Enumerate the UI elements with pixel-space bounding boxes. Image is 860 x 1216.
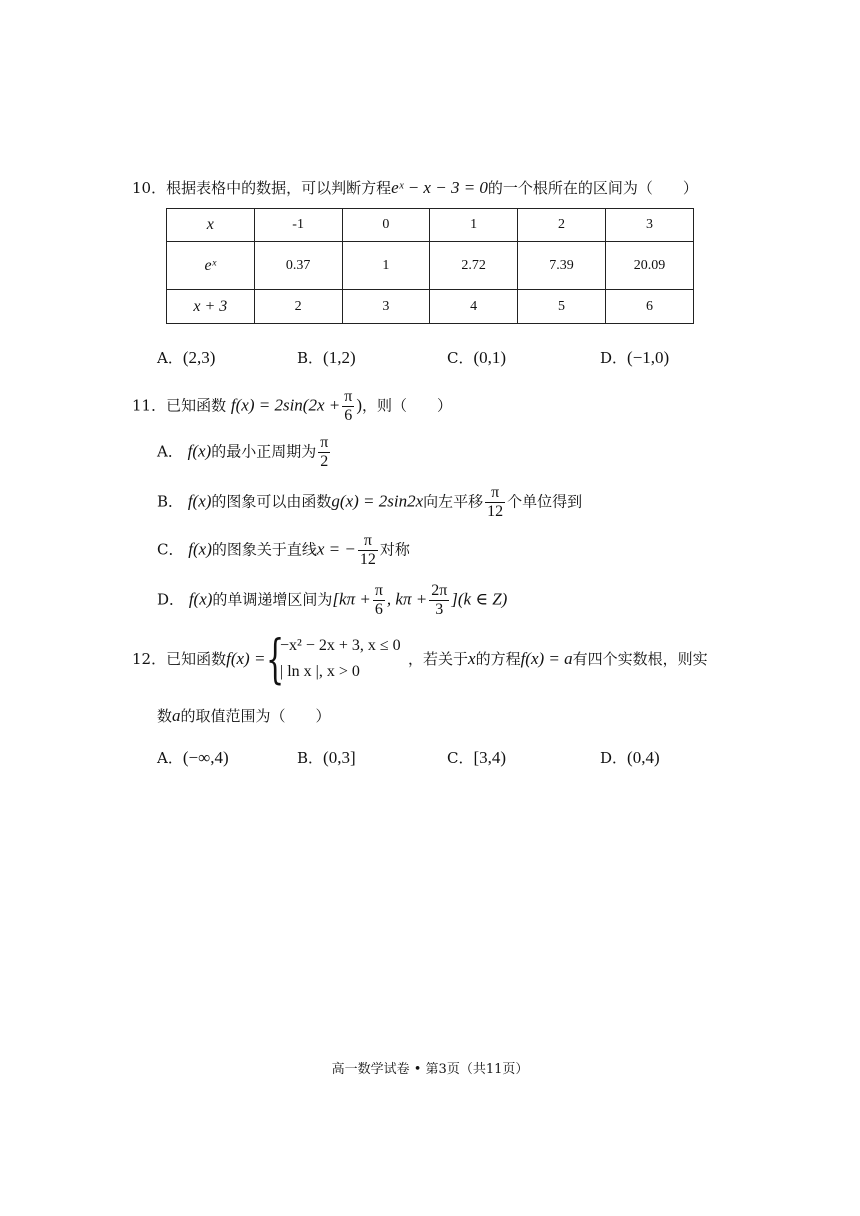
question-number: 11．: [132, 396, 167, 415]
table-cell: 4: [430, 290, 518, 324]
question-11-stem: 11．已知函数 f(x) = 2sin(2x + $\frac{\pi}{6}$ )，则（ ）: [132, 388, 452, 424]
table-cell: 7.39: [518, 242, 606, 290]
option-d[interactable]: D． f(x)的单调递增区间为[kπ + $\frac{\pi}{6}$ , kπ + $\frac{2\pi}{3}$ ](k ∈ Z): [157, 582, 508, 618]
fraction: $\frac{\pi}{12}$: [487, 484, 504, 520]
row-header-ex: eˣ: [167, 242, 255, 290]
stem-text: ，则（ ）: [361, 396, 452, 415]
table-row: [167, 209, 694, 242]
table-cell: 20.09: [605, 242, 693, 290]
question-12-stem-rest: ，若关于x的方程f(x) = a有四个实数根，则实: [408, 649, 708, 668]
table-row: [167, 242, 694, 290]
table-cell: 3: [605, 209, 693, 242]
question-12-options: [157, 746, 717, 770]
question-12-stem-line2: 数a的取值范围为（ ）: [157, 706, 331, 725]
question-12-stem-start: [132, 648, 265, 670]
option-d[interactable]: D．(−1,0): [600, 348, 670, 367]
option-b[interactable]: B．(0,3]: [297, 748, 356, 767]
fraction: $\frac{\pi}{12}$: [359, 532, 376, 568]
brace: {: [266, 630, 285, 690]
question-number: 10．: [132, 179, 167, 197]
option-a[interactable]: A．(2,3): [157, 348, 216, 367]
stem-text: 已知函数: [166, 396, 227, 415]
option-a[interactable]: A．(−∞,4): [157, 748, 229, 767]
table-cell: 1: [342, 242, 430, 290]
function-name: f(x) =: [226, 649, 266, 668]
option-a[interactable]: A． f(x)的最小正周期为 $\frac{\pi}{2}$: [157, 434, 329, 470]
table-cell: 5: [518, 290, 606, 324]
question-10-options: [157, 346, 717, 370]
table-cell: 3: [342, 290, 430, 324]
table-row: [167, 290, 694, 324]
stem-text: 已知函数: [166, 650, 227, 668]
table-cell: -1: [254, 209, 342, 242]
stem-text: 根据表格中的数据，可以判断方程: [166, 179, 392, 197]
option-c[interactable]: C． f(x)的图象关于直线x = − $\frac{\pi}{12}$ 对称: [157, 532, 410, 568]
equation: eˣ − x − 3 = 0: [391, 178, 488, 197]
piecewise-case-1: −x² − 2x + 3, x ≤ 0: [280, 637, 401, 654]
table-cell: 2: [254, 290, 342, 324]
table-cell: 0.37: [254, 242, 342, 290]
fraction: $\frac{\pi}{6}$: [374, 582, 383, 618]
table-cell: 1: [430, 209, 518, 242]
row-header-x: x: [167, 209, 255, 242]
question-10-stem: [132, 177, 698, 199]
data-table: [166, 208, 694, 324]
table-cell: 2: [518, 209, 606, 242]
option-c[interactable]: C．(0,1): [447, 348, 507, 367]
question-number: 12．: [132, 650, 167, 668]
option-c[interactable]: C．[3,4): [447, 748, 507, 767]
row-header-x-plus-3: x + 3: [167, 290, 255, 324]
page-footer: 高一数学试卷 • 第3页（共11页）: [331, 1062, 529, 1077]
fraction: $\frac{\pi}{2}$: [320, 434, 329, 470]
fraction: $\frac{\pi}{6}$: [344, 388, 353, 424]
table-cell: 6: [605, 290, 693, 324]
function-expression: f(x) = 2sin(2x +: [230, 395, 341, 415]
table-cell: 0: [342, 209, 430, 242]
option-b[interactable]: B．(1,2): [297, 348, 356, 367]
option-d[interactable]: D．(0,4): [600, 748, 660, 767]
table-cell: 2.72: [430, 242, 518, 290]
stem-text: 的一个根所在的区间为（ ）: [487, 179, 698, 197]
piecewise-case-2: | ln x |, x > 0: [280, 663, 360, 680]
fraction: $\frac{2\pi}{3}$: [431, 582, 448, 618]
option-b[interactable]: B． f(x)的图象可以由函数g(x) = 2sin2x向左平移 $\frac{\pi}{12}$ 个单位得到: [157, 484, 583, 520]
